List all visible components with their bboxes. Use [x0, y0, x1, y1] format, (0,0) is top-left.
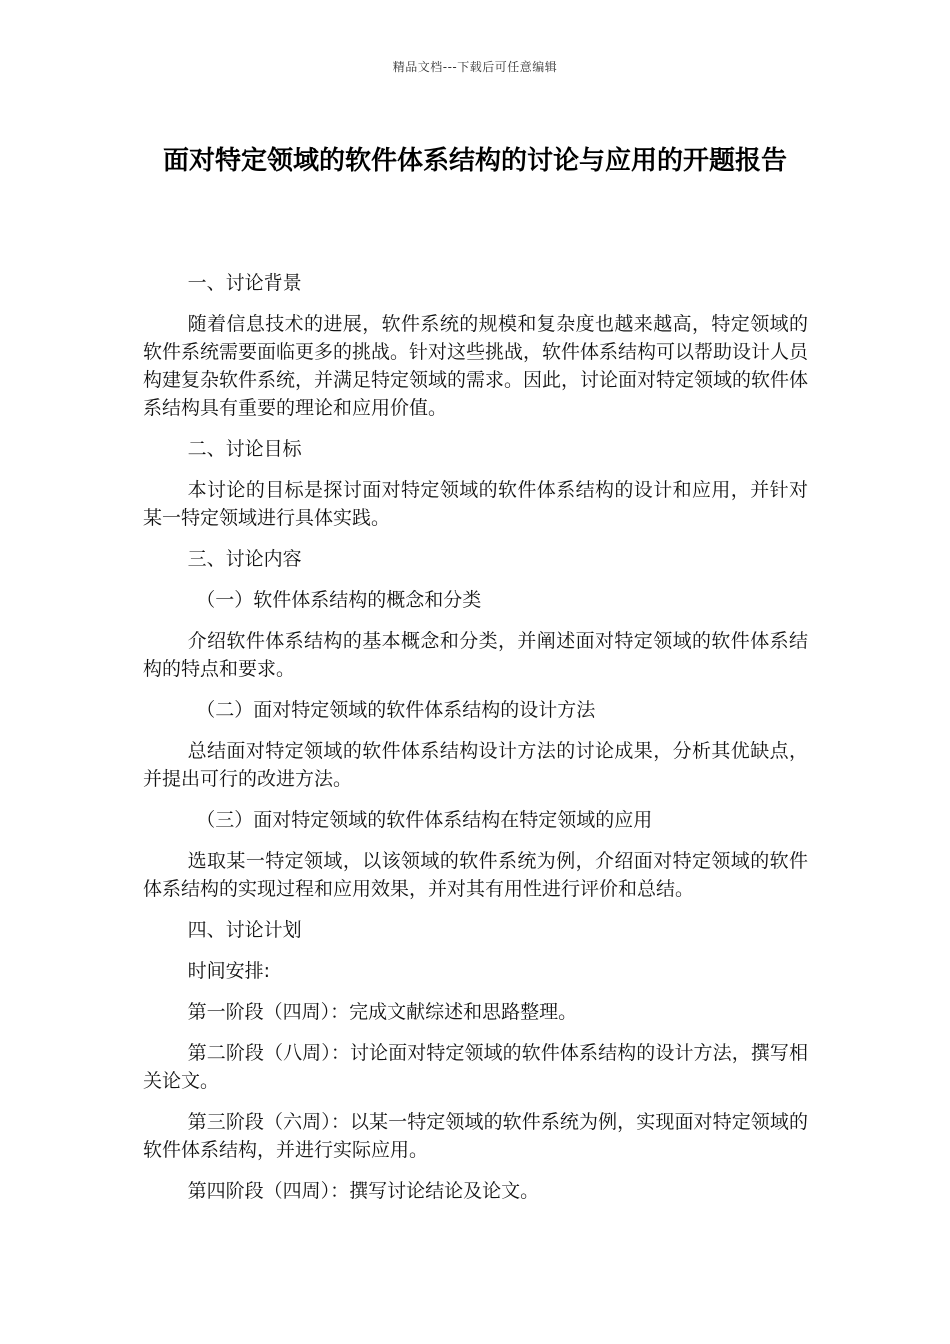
paragraph-design-methods: 总结面对特定领域的软件体系结构设计方法的讨论成果，分析其优缺点，并提出可行的改进方法。: [143, 740, 808, 790]
subheading-concepts: （一）软件体系结构的概念和分类: [196, 589, 482, 611]
schedule-label: 时间安排:: [187, 960, 271, 982]
paragraph-background: 随着信息技术的进展，软件系统的规模和复杂度也越来越高，特定领域的软件系统需要面临更多的挑战。针对这些挑战，软件体系结构可以帮助设计人员构建复杂软件系统，并满足特定领域的需求。因此，讨论面对特定领域的软件体系结构具有重要的理论和应用价值。: [143, 313, 809, 419]
plan-phase-2: 第二阶段（八周）：讨论面对特定领域的软件体系结构的设计方法，撰写相关论文。: [143, 1042, 808, 1092]
paragraph-concepts: 介绍软件体系结构的基本概念和分类，并阐述面对特定领域的软件体系结构的特点和要求。: [143, 630, 808, 680]
document-title: 面对特定领域的软件体系结构的讨论与应用的开题报告: [162, 146, 787, 176]
paragraph-application: 选取某一特定领域，以该领域的软件系统为例，介绍面对特定领域的软件体系结构的实现过程和应用效果，并对其有用性进行评价和总结。: [143, 850, 808, 900]
subheading-design-methods: （二）面对特定领域的软件体系结构的设计方法: [196, 699, 596, 721]
section-heading-content: 三、讨论内容: [187, 548, 302, 570]
paragraph-goal: 本讨论的目标是探讨面对特定领域的软件体系结构的设计和应用，并针对某一特定领域进行具体实践。: [143, 479, 808, 529]
document-body: [143, 269, 808, 1218]
plan-phase-3: 第三阶段（六周）：以某一特定领域的软件系统为例，实现面对特定领域的软件体系结构，并进行实际应用。: [143, 1111, 808, 1161]
section-heading-goal: 二、讨论目标: [187, 438, 302, 460]
plan-phase-4: 第四阶段（四周）：撰写讨论结论及论文。: [187, 1180, 540, 1202]
section-heading-background: 一、讨论背景: [187, 272, 302, 294]
section-heading-plan: 四、讨论计划: [187, 919, 302, 941]
plan-phase-1: 第一阶段（四周）：完成文献综述和思路整理。: [187, 1001, 578, 1023]
subheading-application: （三）面对特定领域的软件体系结构在特定领域的应用: [196, 809, 653, 831]
header-note: 精品文档---下载后可任意编辑: [392, 60, 558, 74]
